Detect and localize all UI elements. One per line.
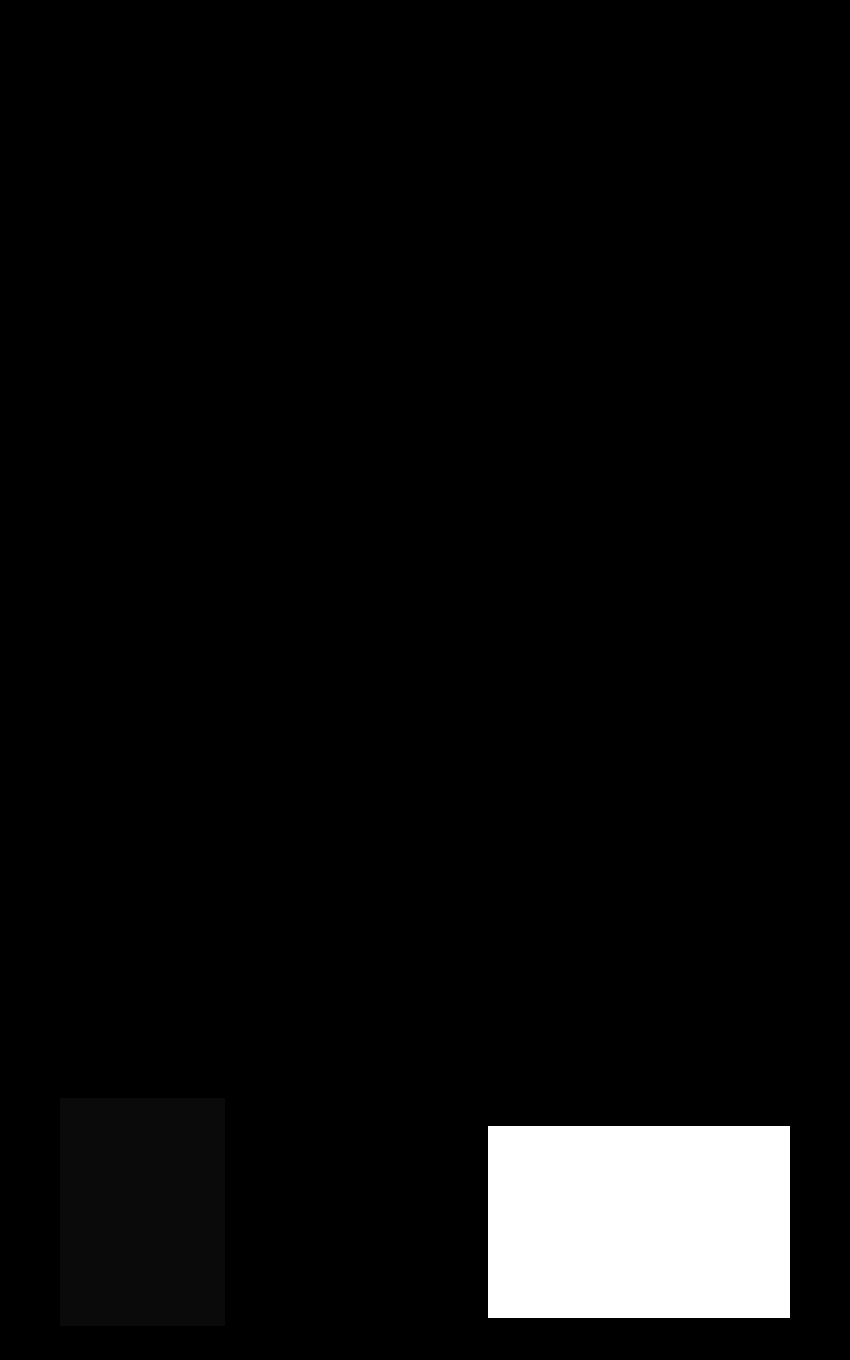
publisher-logo xyxy=(60,1098,225,1326)
barcode-bars xyxy=(488,1126,790,1318)
isbn-barcode xyxy=(488,1126,790,1318)
price-line xyxy=(566,1326,603,1346)
